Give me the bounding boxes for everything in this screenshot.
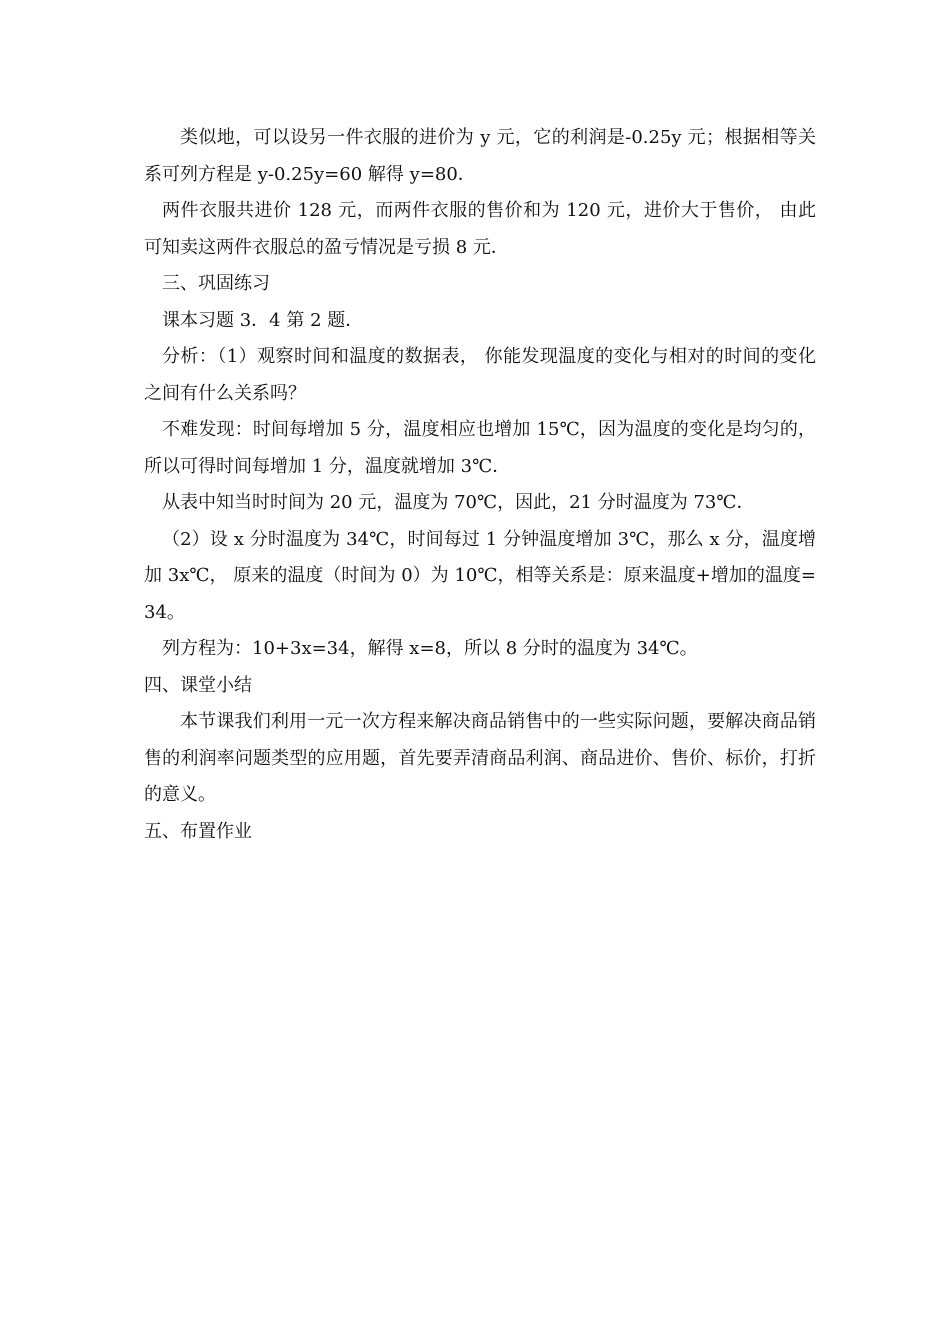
paragraph-summary: 本节课我们利用一元一次方程来解决商品销售中的一些实际问题，要解决商品销售的利润率问题类型的应用题，首先要弄清商品利润、商品进价、售价、标价，打折的意义。 <box>144 711 816 805</box>
section-heading-summary: 四、课堂小结 <box>144 674 252 696</box>
paragraph-exercise-ref: 课本习题 3．4 第 2 题． <box>162 309 364 331</box>
paragraph-second-garment: 类似地，可以设另一件衣服的进价为 y 元，它的利润是-0.25y 元；根据相等关系可列方程是 y-0.25y=60 解得 y=80． <box>144 127 816 185</box>
paragraph-table-reading: 从表中知当时时间为 20 元，温度为 70℃，因此，21 分时温度为 73℃． <box>162 492 755 513</box>
section-heading-homework: 五、布置作业 <box>144 820 252 842</box>
paragraph-total-loss: 两件衣服共进价 128 元，而两件衣服的售价和为 120 元，进价大于售价， 由此可知卖这两件衣服总的盈亏情况是亏损 8 元． <box>144 200 816 258</box>
section-heading-practice: 三、巩固练习 <box>162 273 270 294</box>
paragraph-equation: 列方程为：10+3x=34，解得 x=8，所以 8 分时的温度为 34℃。 <box>162 638 698 659</box>
paragraph-analysis-1: 分析：（1）观察时间和温度的数据表， 你能发现温度的变化与相对的时间的变化之间有什么关系吗？ <box>144 346 816 404</box>
paragraph-analysis-2: （2）设 x 分时温度为 34℃，时间每过 1 分钟温度增加 3℃，那么 x 分，温度增加 3x℃， 原来的温度（时间为 0）为 10℃，相等关系是：原来温度+增加的温度=34。 <box>144 528 816 623</box>
document-body <box>144 120 816 850</box>
paragraph-observation: 不难发现：时间每增加 5 分，温度相应也增加 15℃，因为温度的变化是均匀的， 所以可得时间每增加 1 分，温度就增加 3℃． <box>144 419 816 477</box>
